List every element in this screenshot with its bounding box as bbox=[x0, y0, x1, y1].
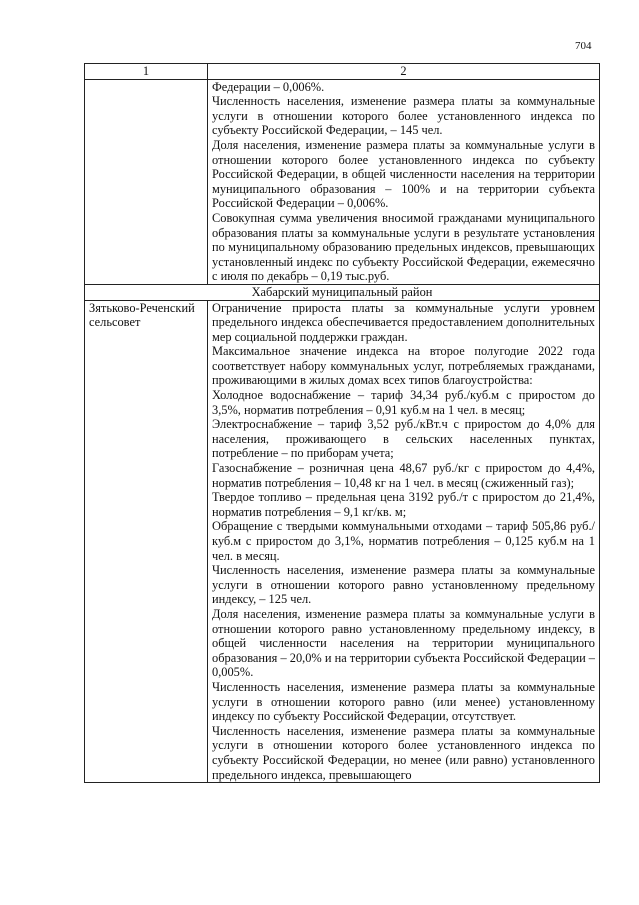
row1-name-cell bbox=[85, 79, 208, 284]
row2-text-cell bbox=[208, 300, 600, 783]
paragraph: Численность населения, изменение размера платы за коммунальные услуги в отношении которого равно (или менее) установленному индексу по субъекту Российской Федерации, отсутствует. bbox=[212, 679, 595, 724]
table-row-continuation bbox=[85, 79, 600, 284]
paragraph: Численность населения, изменение размера платы за коммунальные услуги в отношении которого равно установленному предельному индексу, – 125 чел. bbox=[212, 563, 595, 607]
municipality-name-cell: Зятьково-Реченский сельсовет bbox=[85, 300, 208, 783]
document-table bbox=[84, 63, 600, 783]
section-title: Хабарский муниципальный район bbox=[85, 284, 600, 300]
paragraph: Доля населения, изменение размера платы за коммунальные услуги в отношении которого равно установленному предельному индексу, в общей численности населения на территории муниципального образования – 20,0% и на территории субъекта Российской Федерации – 0,005%. bbox=[212, 606, 596, 680]
table-row-municipality bbox=[85, 300, 600, 783]
paragraph: Численность населения, изменение размера платы за коммунальные услуги в отношении которого более установленного индекса по субъекту Российской Федерации, но менее (или равно) установленного предельного индекса, превышающего bbox=[212, 723, 595, 782]
table-header-row bbox=[85, 64, 600, 80]
page-number: 704 bbox=[575, 40, 592, 52]
section-row bbox=[85, 284, 600, 300]
paragraph: Численность населения, изменение размера платы за коммунальные услуги в отношении которого более установленного индекса по субъекту Российской Федерации, – 145 чел. bbox=[212, 94, 595, 138]
paragraph: Газоснабжение – розничная цена 48,67 руб./кг с приростом до 4,4%, норматив потребления – 10,48 кг на 1 чел. в месяц (сжиженный газ); bbox=[212, 461, 595, 490]
paragraph: Максимальное значение индекса на второе полугодие 2022 года соответствует набору коммунальных услуг, потребляемых гражданами, проживающими в жилых домах всех типов благоустройства: bbox=[212, 344, 595, 388]
paragraph: Доля населения, изменение размера платы за коммунальные услуги в отношении которого более установленного индекса по субъекту Российской Федерации, в общей численности населения на территории муниципального образования – 100% и на территории субъекта Российской Федерации – 0,006%. bbox=[212, 137, 595, 211]
row1-text-cell bbox=[208, 79, 600, 284]
paragraph: Совокупная сумма увеличения вносимой гражданами муниципального образования платы за коммунальные услуги в результате установления по муниципальному образованию предельных индексов, превышающих установленный индекс по субъекту Российской Федерации, ежемесячно с июля по декабрь – 0,19 тыс.руб. bbox=[212, 210, 595, 284]
column-header-1: 1 bbox=[85, 64, 208, 80]
column-header-2: 2 bbox=[208, 64, 600, 80]
paragraph: Твердое топливо – предельная цена 3192 руб./т с приростом до 21,4%, норматив потребления – 9,1 кг/кв. м; bbox=[212, 490, 595, 519]
paragraph: Ограничение прироста платы за коммунальные услуги уровнем предельного индекса обеспечивается предоставлением дополнительных мер социальной поддержки граждан. bbox=[212, 300, 595, 344]
paragraph: Электроснабжение – тариф 3,52 руб./кВт.ч с приростом до 4,0% для населения, проживающего в сельских населенных пунктах, потребление – по приборам учета; bbox=[212, 417, 595, 461]
paragraph: Холодное водоснабжение – тариф 34,34 руб./куб.м с приростом до 3,5%, норматив потребления – 0,91 куб.м на 1 чел. в месяц; bbox=[212, 388, 595, 417]
paragraph: Обращение с твердыми коммунальными отходами – тариф 505,86 руб./куб.м с приростом до 3,1%, норматив потребления – 0,125 куб.м на 1 чел. в месяц. bbox=[212, 519, 595, 563]
paragraph: Федерации – 0,006%. bbox=[212, 79, 325, 94]
